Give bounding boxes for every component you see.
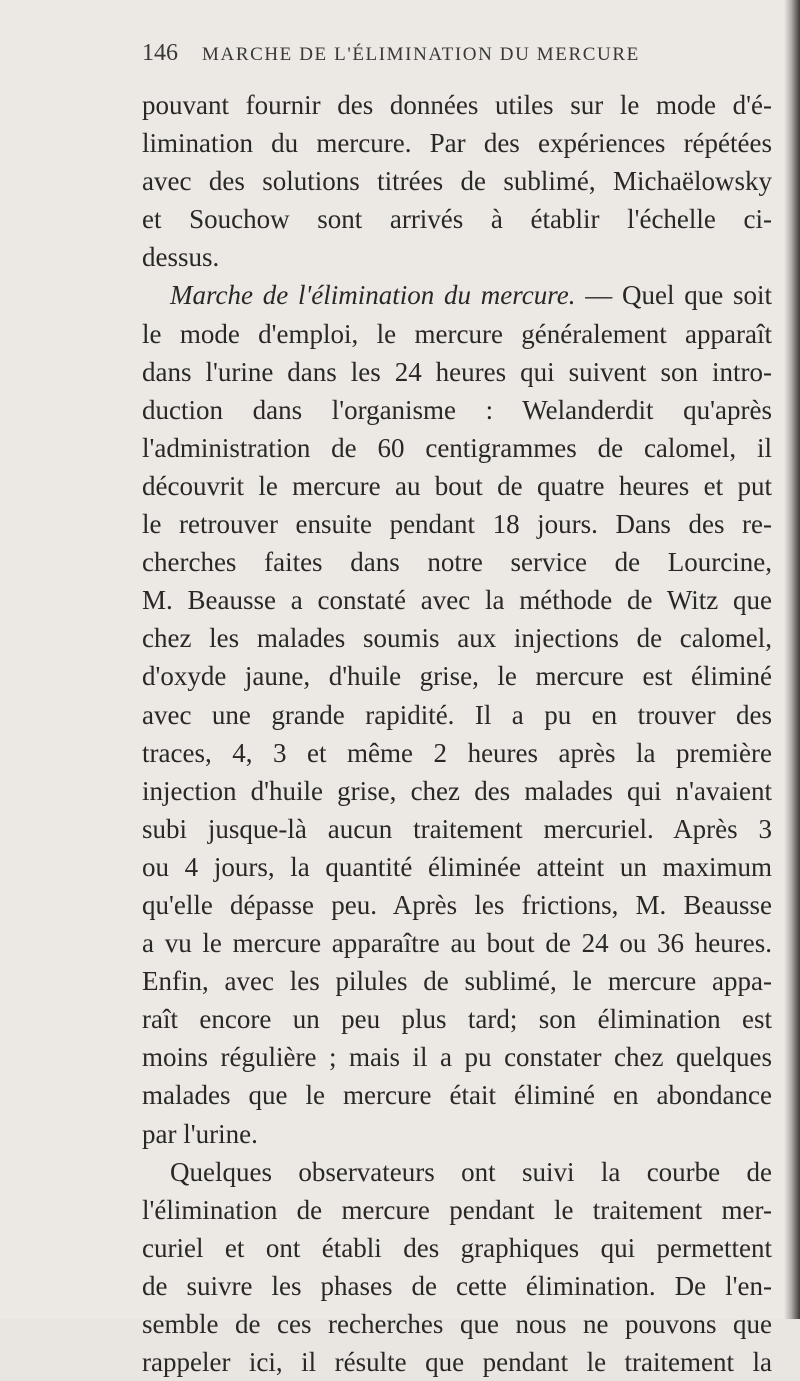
line-text: rappeler ici, il résulte que pendant le traitement la	[142, 1347, 772, 1378]
text-line	[142, 86, 772, 124]
text-line	[142, 162, 772, 200]
section-heading-line	[142, 276, 772, 314]
text-line	[142, 353, 772, 391]
text-line	[142, 619, 772, 657]
text-line	[142, 1115, 772, 1153]
text-line	[142, 962, 772, 1000]
text-line	[142, 810, 772, 848]
line-text: duction dans l'organisme : Welanderdit qu'après	[142, 394, 772, 425]
line-text: chez les malades soumis aux injections de calomel,	[142, 623, 772, 654]
text-line	[142, 467, 772, 505]
text-line	[142, 1000, 772, 1038]
text-line	[142, 238, 772, 276]
text-line	[142, 848, 772, 886]
line-text: et Souchow sont arrivés à établir l'échelle ci-	[142, 204, 772, 235]
line-text: avec une grande rapidité. Il a pu en trouver des	[142, 699, 772, 730]
section-heading: Marche de l'élimination du mercure.	[170, 280, 576, 311]
text-line	[142, 1038, 772, 1076]
line-text: moins régulière ; mais il a pu constater chez quelques	[142, 1042, 772, 1073]
line-text: — Quel que soit	[575, 280, 772, 311]
line-text: a vu le mercure apparaître au bout de 24 ou 36 heures.	[142, 928, 772, 959]
text-line	[142, 1343, 772, 1381]
line-text: le retrouver ensuite pendant 18 jours. Dans des re-	[142, 509, 772, 540]
text-line	[142, 1076, 772, 1114]
text-line	[142, 734, 772, 772]
line-text: par l'urine.	[142, 1118, 258, 1149]
text-line	[142, 886, 772, 924]
line-text: pouvant fournir des données utiles sur le mode d'é-	[142, 90, 772, 120]
line-text: l'administration de 60 centigrammes de calomel, il	[142, 432, 772, 463]
line-text: d'oxyde jaune, d'huile grise, le mercure est éliminé	[142, 661, 772, 692]
text-line	[142, 1191, 772, 1229]
text-line	[142, 543, 772, 581]
line-text: injection d'huile grise, chez des malades qui n'avaient	[142, 775, 772, 806]
line-text: subi jusque-là aucun traitement mercuriel. Après 3	[142, 813, 772, 844]
text-line	[142, 581, 772, 619]
text-line	[142, 505, 772, 543]
line-text: limination du mercure. Par des expériences répétées	[142, 128, 772, 159]
text-line	[142, 1267, 772, 1305]
line-text: Enfin, avec les pilules de sublimé, le mercure appa-	[142, 966, 772, 997]
line-text: découvrit le mercure au bout de quatre heures et put	[142, 470, 772, 501]
text-line	[142, 657, 772, 695]
running-title: MARCHE DE L'ÉLIMINATION DU MERCURE	[202, 44, 640, 65]
text-line	[142, 429, 772, 467]
line-text: malades que le mercure était éliminé en abondance	[142, 1080, 772, 1111]
line-text: semble de ces recherches que nous ne pouvons que	[142, 1309, 772, 1339]
line-text: curiel et ont établi des graphiques qui permettent	[142, 1232, 772, 1263]
text-line	[142, 924, 772, 962]
page-header	[142, 40, 742, 80]
line-text: de suivre les phases de cette élimination. De l'en-	[142, 1270, 772, 1301]
line-text: l'élimination de mercure pendant le traitement mer-	[142, 1194, 772, 1225]
line-text: qu'elle dépasse peu. Après les frictions, M. Beausse	[142, 889, 772, 920]
line-text: raît encore un peu plus tard; son élimination est	[142, 1004, 772, 1035]
line-text: avec des solutions titrées de sublimé, Michaëlowsky	[142, 166, 772, 197]
line-text: M. Beausse a constaté avec la méthode de Witz que	[142, 585, 772, 616]
page-number: 146	[142, 40, 178, 66]
text-line	[142, 391, 772, 429]
text-line	[142, 1305, 772, 1343]
text-line	[142, 696, 772, 734]
line-text: cherches faites dans notre service de Lourcine,	[142, 547, 772, 578]
text-line	[142, 200, 772, 238]
page-edge-shadow	[784, 0, 800, 1319]
text-line	[142, 1153, 772, 1191]
line-text: dans l'urine dans les 24 heures qui suivent son intro-	[142, 356, 772, 387]
text-line	[142, 124, 772, 162]
line-text: Quelques observateurs ont suivi la courbe de	[170, 1156, 772, 1187]
text-line	[142, 1229, 772, 1267]
body-text	[142, 86, 772, 1381]
text-line	[142, 772, 772, 810]
line-text: dessus.	[142, 242, 220, 273]
line-text: traces, 4, 3 et même 2 heures après la première	[142, 737, 772, 768]
text-line	[142, 315, 772, 353]
line-text: ou 4 jours, la quantité éliminée atteint un maximum	[142, 851, 772, 882]
line-text: le mode d'emploi, le mercure généralement apparaît	[142, 318, 772, 349]
